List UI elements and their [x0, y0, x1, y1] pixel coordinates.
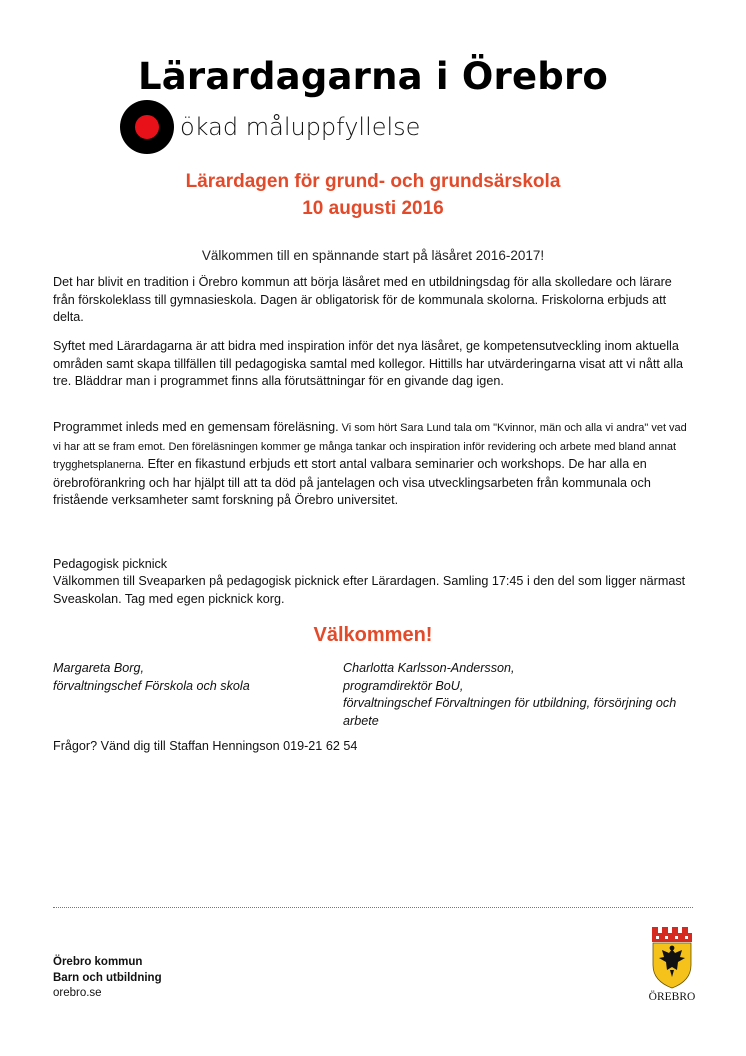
program-paragraph [53, 419, 693, 510]
footer-organization [53, 955, 162, 1002]
signature-right-name: Charlotta Karlsson-Andersson, [343, 661, 515, 675]
tagline: ökad måluppfyllelse [180, 113, 421, 141]
signature-left-name: Margareta Borg, [53, 661, 144, 675]
picnic-text: Välkommen till Sveaparken på pedagogisk picknick efter Lärardagen. Samling 17:45 i den del som ligger närmast Sveaskolan. Tag med egen picknick korg. [53, 574, 686, 606]
signature-left-title: förvaltningschef Förskola och skola [53, 678, 250, 693]
welcome-line: Välkommen till en spännande start på läsåret 2016-2017! [201, 248, 545, 263]
signature-right-role: förvaltningschef Förvaltningen för utbildning, försörjning och arbete [343, 696, 677, 728]
picnic-heading: Pedagogisk picknick [53, 557, 168, 571]
signature-right [343, 660, 693, 730]
crest-label: ÖREBRO [648, 991, 696, 1003]
event-subtitle: Lärardagen för grund- och grundsärskola [185, 171, 561, 192]
tagline-row [120, 100, 420, 154]
program-seminars-text: Efter en fikastund erbjuds ett stort antal valbara seminarier och workshops. De har alla en örebroförankring och har hjälpt till att ta död på jantelagen och visa utvecklingsarbeten från kommunala och fristående verksamheter samt forskning på Örebro universitet. [53, 457, 651, 507]
purpose-paragraph: Syftet med Lärardagarna är att bidra med inspiration inför det nya läsåret, ge kompetensutveckling inom aktuella områden samt skapa tillfällen till pedagogiska samtal med kollegor. Hittills har utvärderingarna visat att vi nått alla tre. Bläddrar man i programmet finns alla förutsättningar för en givande dag igen. [53, 339, 683, 388]
footer-website-link[interactable]: orebro.se [53, 987, 102, 999]
program-lecture-text: Vi som hört Sara Lund tala om "Kvinnor, män och alla vi andra" vet vad vi har att se fram emot. Den föreläsningen kommer ge många tankar och inspiration inför revidering och arbete med bland annat trygghetsplanerna. [53, 422, 687, 471]
signature-right-title: programdirektör BoU, [343, 678, 464, 693]
intro-paragraph: Det har blivit en tradition i Örebro kommun att börja läsåret med en utbildningsdag för alla skolledare och lärare från förskoleklass till gymnasieskola. Dagen är obligatorisk för de kommunala skolorna. Friskolorna erbjuds att delta. [53, 275, 672, 324]
event-date: 10 augusti 2016 [302, 198, 444, 219]
page-title: Lärardagarna i Örebro [137, 55, 609, 98]
target-center-dot [135, 115, 159, 139]
closing-greeting: Välkommen! [313, 624, 433, 646]
target-logo-icon [120, 100, 174, 154]
contact-line: Frågor? Vänd dig till Staffan Henningson 019-21 62 54 [53, 739, 358, 753]
program-intro-text: Programmet inleds med en gemensam föreläsning. [53, 420, 339, 434]
signature-left [53, 660, 323, 695]
footer-org-name: Örebro kommun [53, 956, 143, 968]
footer-divider [53, 907, 693, 908]
footer-dept-name: Barn och utbildning [53, 971, 162, 984]
